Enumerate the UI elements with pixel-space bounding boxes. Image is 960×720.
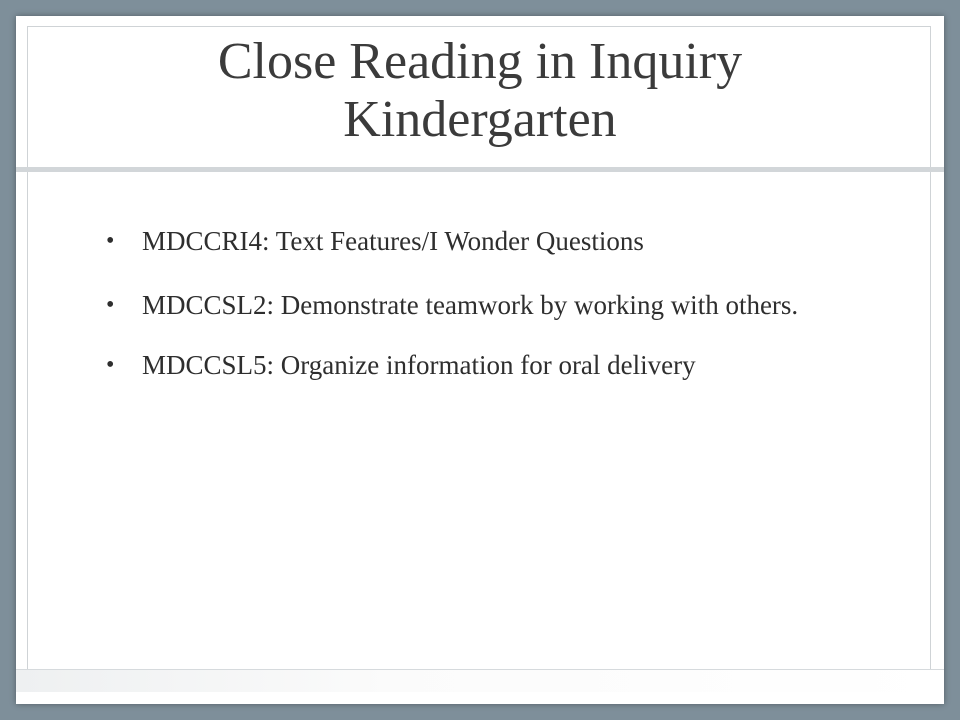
bullet-list bbox=[106, 224, 866, 412]
bullet-text: MDCCSL2: Demonstrate teamwork by working with others. bbox=[142, 290, 799, 320]
slide-title: Close Reading in Inquiry Kindergarten bbox=[217, 33, 743, 148]
bullet-item bbox=[106, 224, 866, 258]
footer-strip bbox=[16, 670, 944, 692]
title-area bbox=[16, 16, 944, 166]
slide bbox=[16, 16, 944, 704]
title-divider bbox=[16, 167, 944, 172]
bullet-icon: • bbox=[106, 292, 115, 318]
bullet-icon: • bbox=[106, 352, 115, 378]
bullet-text: MDCCSL5: Organize information for oral delivery bbox=[142, 350, 696, 380]
bullet-text: MDCCRI4: Text Features/I Wonder Questions bbox=[142, 226, 644, 256]
bullet-icon: • bbox=[106, 228, 115, 254]
bullet-item bbox=[106, 348, 866, 382]
footer-divider bbox=[16, 669, 944, 670]
bullet-item bbox=[106, 288, 866, 322]
